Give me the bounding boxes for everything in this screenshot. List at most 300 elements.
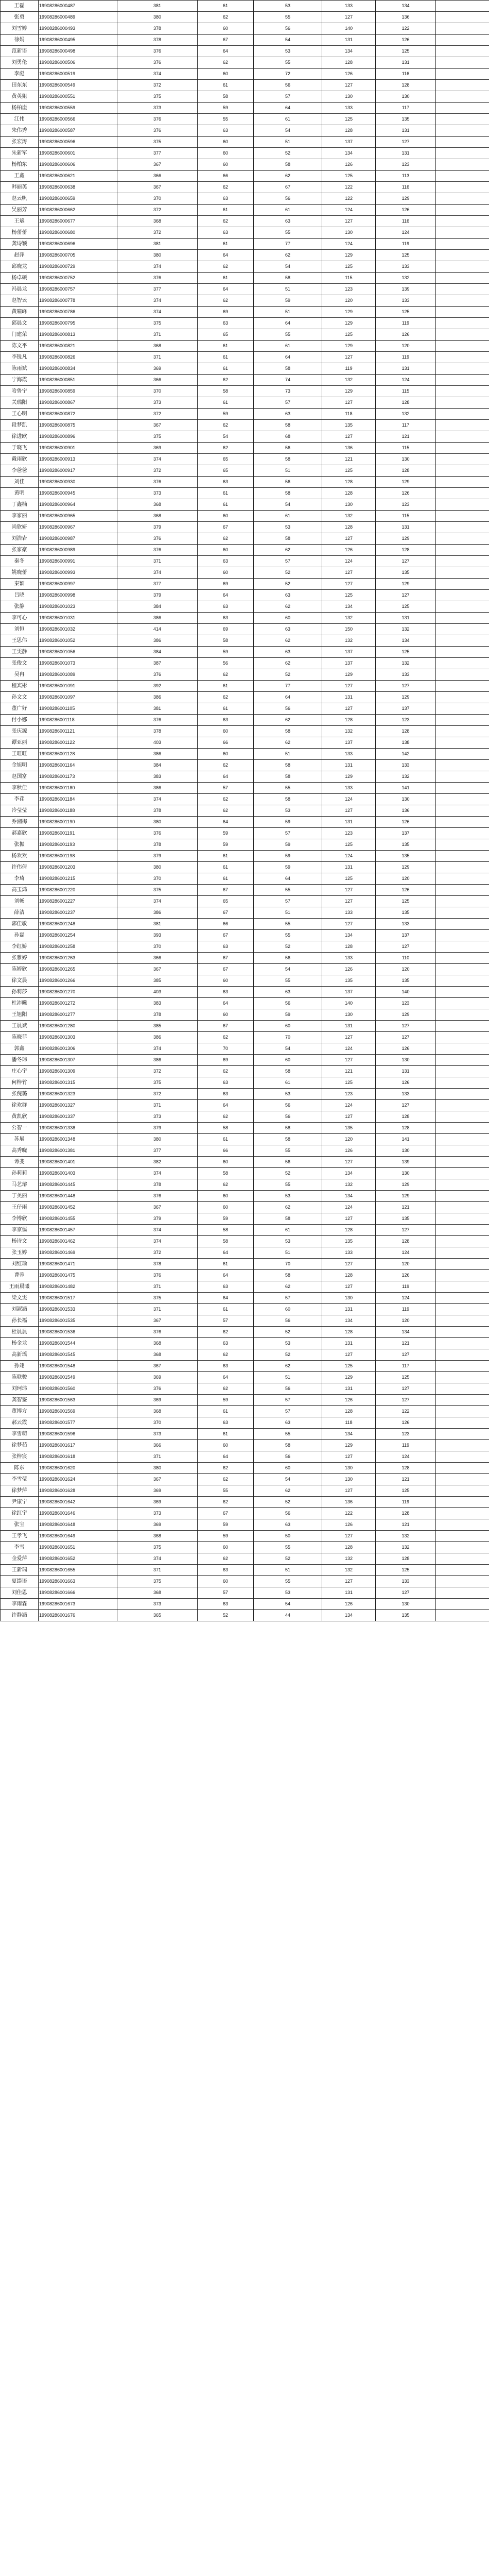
table-row [1, 114, 489, 125]
table-cell-empty [436, 1599, 489, 1610]
table-cell: 376 [117, 533, 198, 545]
table-cell: 韩丽英 [1, 182, 39, 193]
table-row [1, 103, 489, 114]
table-cell: 123 [376, 1429, 436, 1440]
table-cell: 128 [376, 465, 436, 477]
table-cell: 19908286000778 [39, 295, 117, 307]
table-cell-empty [436, 386, 489, 397]
table-cell: 368 [117, 1531, 198, 1542]
table-cell-empty [436, 193, 489, 205]
table-cell-empty [436, 1055, 489, 1066]
table-cell: 367 [117, 964, 198, 975]
table-cell: 372 [117, 409, 198, 420]
table-row [1, 443, 489, 454]
table-cell: 125 [322, 1361, 376, 1372]
table-cell: 137 [322, 137, 376, 148]
table-cell: 135 [376, 839, 436, 851]
table-cell-empty [436, 1553, 489, 1565]
table-cell: 19908286001227 [39, 896, 117, 907]
table-cell: 19908286001097 [39, 692, 117, 703]
table-cell: 62 [198, 216, 254, 227]
table-cell: 53 [254, 46, 322, 57]
table-cell: 冷莹莹 [1, 805, 39, 817]
table-cell: 130 [376, 1145, 436, 1157]
table-cell: 115 [376, 511, 436, 522]
table-cell: 136 [322, 1497, 376, 1508]
table-cell: 126 [376, 205, 436, 216]
table-cell: 53 [254, 805, 322, 817]
table-row [1, 613, 489, 624]
table-cell: 64 [254, 318, 322, 329]
table-cell: 郭鑫 [1, 1043, 39, 1055]
table-cell: 朱新军 [1, 148, 39, 159]
table-row [1, 737, 489, 749]
table-cell: 乔湘梅 [1, 817, 39, 828]
table-cell: 58 [254, 760, 322, 771]
table-cell: 59 [198, 103, 254, 114]
table-cell: 55 [254, 1576, 322, 1587]
table-row [1, 726, 489, 737]
table-cell: 127 [322, 397, 376, 409]
table-cell: 374 [117, 261, 198, 273]
table-cell: 何梓竹 [1, 1077, 39, 1089]
table-cell: 135 [376, 114, 436, 125]
table-row [1, 318, 489, 329]
table-cell: 19908286001031 [39, 613, 117, 624]
table-cell: 403 [117, 737, 198, 749]
table-cell: 129 [376, 193, 436, 205]
table-cell-empty [436, 1349, 489, 1361]
table-cell-empty [436, 749, 489, 760]
table-cell-empty [436, 1043, 489, 1055]
table-cell: 54 [254, 261, 322, 273]
table-cell: 141 [376, 1134, 436, 1145]
table-cell: 368 [117, 1338, 198, 1349]
table-cell-empty [436, 1077, 489, 1089]
table-cell: 127 [322, 1531, 376, 1542]
table-cell: 19908286000901 [39, 443, 117, 454]
table-cell-empty [436, 658, 489, 669]
table-cell: 61 [198, 499, 254, 511]
table-cell: 张庆源 [1, 726, 39, 737]
table-cell: 386 [117, 613, 198, 624]
table-row [1, 669, 489, 681]
table-row [1, 91, 489, 103]
table-cell: 李雨霖 [1, 1599, 39, 1610]
table-cell: 李锐凡 [1, 352, 39, 363]
table-cell: 77 [254, 681, 322, 692]
table-row [1, 239, 489, 250]
table-row [1, 1383, 489, 1395]
table-cell: 370 [117, 386, 198, 397]
table-row [1, 941, 489, 953]
table-cell: 赵云帆 [1, 193, 39, 205]
table-cell: 62 [254, 601, 322, 613]
table-cell-empty [436, 545, 489, 556]
table-cell-empty [436, 46, 489, 57]
table-cell-empty [436, 1315, 489, 1327]
table-cell: 丁美丽 [1, 1191, 39, 1202]
table-cell: 386 [117, 907, 198, 919]
table-cell: 54 [254, 35, 322, 46]
table-cell: 130 [322, 227, 376, 239]
table-cell: 57 [198, 783, 254, 794]
table-cell: 19908286000587 [39, 125, 117, 137]
table-cell-empty [436, 1497, 489, 1508]
table-cell: 121 [376, 1338, 436, 1349]
table-cell: 19908286001569 [39, 1406, 117, 1417]
table-row [1, 1587, 489, 1599]
table-cell: 54 [198, 431, 254, 443]
table-row [1, 375, 489, 386]
table-cell-empty [436, 1304, 489, 1315]
table-cell: 127 [376, 1395, 436, 1406]
table-cell: 381 [117, 919, 198, 930]
table-cell: 65 [198, 329, 254, 341]
table-cell: 19908286001089 [39, 669, 117, 681]
table-cell: 374 [117, 567, 198, 579]
table-cell: 375 [117, 885, 198, 896]
table-cell: 19908286001469 [39, 1247, 117, 1259]
table-row [1, 1247, 489, 1259]
table-cell: 61 [198, 273, 254, 284]
table-cell-empty [436, 839, 489, 851]
table-cell: 19908286001560 [39, 1383, 117, 1395]
table-cell: 55 [254, 1145, 322, 1157]
table-cell: 67 [198, 964, 254, 975]
table-cell-empty [436, 579, 489, 590]
table-cell: 王雯静 [1, 647, 39, 658]
table-cell: 61 [198, 851, 254, 862]
table-cell: 19908286001618 [39, 1451, 117, 1463]
table-cell-empty [436, 511, 489, 522]
table-cell: 127 [322, 1111, 376, 1123]
table-cell: 61 [254, 511, 322, 522]
table-cell: 梁文雯 [1, 1293, 39, 1304]
table-cell: 19908286001549 [39, 1372, 117, 1383]
table-cell: 129 [376, 533, 436, 545]
table-cell: 386 [117, 783, 198, 794]
table-cell: 126 [322, 964, 376, 975]
table-cell-empty [436, 522, 489, 533]
table-cell: 杜晨晨 [1, 1327, 39, 1338]
table-cell: 393 [117, 930, 198, 941]
table-cell: 380 [117, 817, 198, 828]
table-cell: 吴丽芳 [1, 205, 39, 216]
table-cell-empty [436, 975, 489, 987]
table-cell: 田东东 [1, 80, 39, 91]
table-cell: 19908286001237 [39, 907, 117, 919]
table-cell: 许伟倩 [1, 862, 39, 873]
table-row [1, 545, 489, 556]
table-cell: 19908286000795 [39, 318, 117, 329]
table-cell: 369 [117, 363, 198, 375]
table-cell-empty [436, 1327, 489, 1338]
table-cell: 376 [117, 57, 198, 69]
table-cell: 381 [117, 239, 198, 250]
table-cell-empty [436, 737, 489, 749]
table-cell: 19908286000786 [39, 307, 117, 318]
table-cell: 132 [322, 613, 376, 624]
table-cell: 387 [117, 658, 198, 669]
table-cell: 19908286001220 [39, 885, 117, 896]
table-cell: 376 [117, 125, 198, 137]
table-cell: 58 [254, 1440, 322, 1451]
table-cell: 19908286001258 [39, 941, 117, 953]
table-cell-empty [436, 397, 489, 409]
table-cell-empty [436, 1610, 489, 1621]
table-cell: 127 [322, 352, 376, 363]
table-cell: 59 [254, 862, 322, 873]
table-row [1, 1179, 489, 1191]
table-cell: 386 [117, 1032, 198, 1043]
table-cell: 19908286001052 [39, 635, 117, 647]
table-cell: 69 [198, 307, 254, 318]
table-cell-empty [436, 69, 489, 80]
table-cell: 57 [254, 896, 322, 907]
table-cell: 63 [198, 941, 254, 953]
table-cell: 62 [198, 1383, 254, 1395]
table-cell-empty [436, 953, 489, 964]
table-cell: 62 [198, 12, 254, 23]
table-cell: 张宏涛 [1, 137, 39, 148]
table-cell: 136 [376, 805, 436, 817]
table-cell: 126 [376, 488, 436, 499]
table-cell: 李红娇 [1, 941, 39, 953]
table-cell: 19908286001032 [39, 624, 117, 635]
table-cell: 57 [254, 91, 322, 103]
table-cell: 365 [117, 1610, 198, 1621]
table-cell: 高秀晓 [1, 1145, 39, 1157]
table-cell: 373 [117, 103, 198, 114]
table-cell: 132 [376, 771, 436, 783]
table-cell: 52 [254, 567, 322, 579]
table-cell-empty [436, 873, 489, 885]
table-cell: 126 [322, 159, 376, 171]
table-cell: 19908286001651 [39, 1542, 117, 1553]
table-cell: 53 [254, 1587, 322, 1599]
table-row [1, 307, 489, 318]
table-cell: 376 [117, 46, 198, 57]
table-cell: 131 [322, 1304, 376, 1315]
table-cell: 60 [198, 23, 254, 35]
table-cell: 127 [376, 590, 436, 601]
table-cell: 51 [254, 137, 322, 148]
table-cell: 131 [322, 692, 376, 703]
table-cell-empty [436, 227, 489, 239]
table-cell: 125 [376, 1372, 436, 1383]
table-row [1, 35, 489, 46]
table-row [1, 329, 489, 341]
table-cell: 55 [198, 114, 254, 125]
table-row [1, 1451, 489, 1463]
table-cell: 128 [322, 1542, 376, 1553]
table-row [1, 975, 489, 987]
table-cell: 63 [198, 1599, 254, 1610]
table-cell: 380 [117, 1463, 198, 1474]
table-cell: 134 [322, 1315, 376, 1327]
table-cell: 62 [198, 692, 254, 703]
table-cell: 63 [254, 647, 322, 658]
table-row [1, 397, 489, 409]
table-cell: 55 [254, 12, 322, 23]
table-cell: 378 [117, 805, 198, 817]
table-cell: 134 [322, 148, 376, 159]
table-cell-empty [436, 1247, 489, 1259]
table-cell: 江伟 [1, 114, 39, 125]
table-cell: 374 [117, 896, 198, 907]
table-cell: 陈婷欣 [1, 964, 39, 975]
table-cell: 58 [254, 488, 322, 499]
table-row [1, 873, 489, 885]
table-cell: 380 [117, 250, 198, 261]
table-cell: 杨诗文 [1, 1236, 39, 1247]
table-cell: 403 [117, 987, 198, 998]
table-cell: 127 [376, 1032, 436, 1043]
table-cell: 124 [376, 1247, 436, 1259]
table-cell: 19908286000945 [39, 488, 117, 499]
table-cell: 120 [376, 964, 436, 975]
table-cell: 371 [117, 1304, 198, 1315]
table-cell: 刘雪婷 [1, 23, 39, 35]
table-cell: 127 [376, 556, 436, 567]
table-cell: 王思伟 [1, 635, 39, 647]
table-row [1, 69, 489, 80]
table-cell-empty [436, 307, 489, 318]
table-row [1, 1100, 489, 1111]
table-cell: 黄凯欣 [1, 1111, 39, 1123]
table-cell: 19908286001462 [39, 1236, 117, 1247]
table-cell: 123 [376, 159, 436, 171]
table-cell: 372 [117, 205, 198, 216]
table-cell: 19908286001193 [39, 839, 117, 851]
table-cell: 56 [254, 953, 322, 964]
table-cell: 123 [376, 499, 436, 511]
table-cell: 59 [254, 295, 322, 307]
table-cell: 徐梦萍 [1, 1485, 39, 1497]
table-cell: 63 [198, 477, 254, 488]
table-cell: 126 [376, 329, 436, 341]
table-cell: 徐欢群 [1, 1100, 39, 1111]
table-cell: 52 [254, 148, 322, 159]
table-cell: 135 [322, 420, 376, 431]
table-cell: 庄心宇 [1, 1066, 39, 1077]
table-cell: 381 [117, 703, 198, 715]
table-cell: 金旭明 [1, 760, 39, 771]
table-cell: 19908286000867 [39, 397, 117, 409]
table-cell-empty [436, 205, 489, 216]
table-cell: 120 [376, 341, 436, 352]
table-cell: 66 [198, 919, 254, 930]
table-cell-empty [436, 1383, 489, 1395]
table-cell: 19908286001164 [39, 760, 117, 771]
table-cell: 64 [198, 250, 254, 261]
table-cell: 19908286000998 [39, 590, 117, 601]
table-cell: 赵国富 [1, 771, 39, 783]
table-cell: 65 [198, 896, 254, 907]
table-row [1, 1089, 489, 1100]
table-cell: 63 [198, 1361, 254, 1372]
table-cell: 19908286001056 [39, 647, 117, 658]
table-cell: 123 [322, 1089, 376, 1100]
table-cell: 386 [117, 749, 198, 760]
table-cell: 57 [254, 1406, 322, 1417]
table-cell-empty [436, 431, 489, 443]
table-cell: 125 [322, 590, 376, 601]
table-cell: 374 [117, 1043, 198, 1055]
table-cell: 19908286001180 [39, 783, 117, 794]
table-cell: 19908286001403 [39, 1168, 117, 1179]
table-cell: 张玉婷 [1, 1247, 39, 1259]
table-cell: 尚欣妍 [1, 522, 39, 533]
table-cell: 366 [117, 171, 198, 182]
table-cell: 59 [198, 1395, 254, 1406]
table-cell: 119 [376, 239, 436, 250]
table-row [1, 1485, 489, 1497]
table-cell: 118 [322, 1417, 376, 1429]
table-cell: 126 [376, 1043, 436, 1055]
table-cell: 刘畅 [1, 896, 39, 907]
table-cell: 64 [198, 1293, 254, 1304]
table-cell: 367 [117, 1361, 198, 1372]
table-cell: 122 [322, 193, 376, 205]
table-cell: 115 [376, 386, 436, 397]
table-row [1, 1395, 489, 1406]
table-cell: 62 [198, 57, 254, 69]
table-cell: 杨金龙 [1, 1338, 39, 1349]
table-cell: 127 [322, 1281, 376, 1293]
table-cell: 19908286001517 [39, 1293, 117, 1304]
table-cell: 19908286001648 [39, 1519, 117, 1531]
table-cell: 44 [254, 1610, 322, 1621]
table-cell: 丁鑫楠 [1, 499, 39, 511]
table-cell: 62 [198, 420, 254, 431]
table-cell: 60 [254, 1463, 322, 1474]
table-cell: 63 [254, 624, 322, 635]
table-cell-empty [436, 1089, 489, 1100]
table-cell: 380 [117, 862, 198, 873]
table-cell: 58 [198, 386, 254, 397]
table-cell: 378 [117, 1179, 198, 1191]
table-cell: 367 [117, 1202, 198, 1213]
table-cell: 19908286000680 [39, 227, 117, 239]
table-cell: 58 [254, 159, 322, 171]
table-cell: 124 [376, 1293, 436, 1304]
table-cell: 51 [254, 749, 322, 760]
table-cell: 19908286001536 [39, 1327, 117, 1338]
table-cell: 61 [254, 205, 322, 216]
table-cell: 377 [117, 579, 198, 590]
table-cell: 52 [254, 579, 322, 590]
table-cell: 66 [198, 1145, 254, 1157]
table-cell: 141 [376, 783, 436, 794]
table-cell: 63 [198, 1417, 254, 1429]
table-row [1, 386, 489, 397]
table-cell-empty [436, 1100, 489, 1111]
table-cell: 龚智鉴 [1, 1395, 39, 1406]
table-cell: 127 [322, 80, 376, 91]
table-cell: 公智一 [1, 1123, 39, 1134]
table-cell-empty [436, 363, 489, 375]
table-cell: 19908286001348 [39, 1134, 117, 1145]
table-cell: 王新瑞 [1, 1565, 39, 1576]
table-cell: 376 [117, 715, 198, 726]
table-row [1, 1304, 489, 1315]
table-cell: 19908286001482 [39, 1281, 117, 1293]
table-cell: 127 [322, 579, 376, 590]
table-cell: 131 [376, 1066, 436, 1077]
table-cell-empty [436, 239, 489, 250]
